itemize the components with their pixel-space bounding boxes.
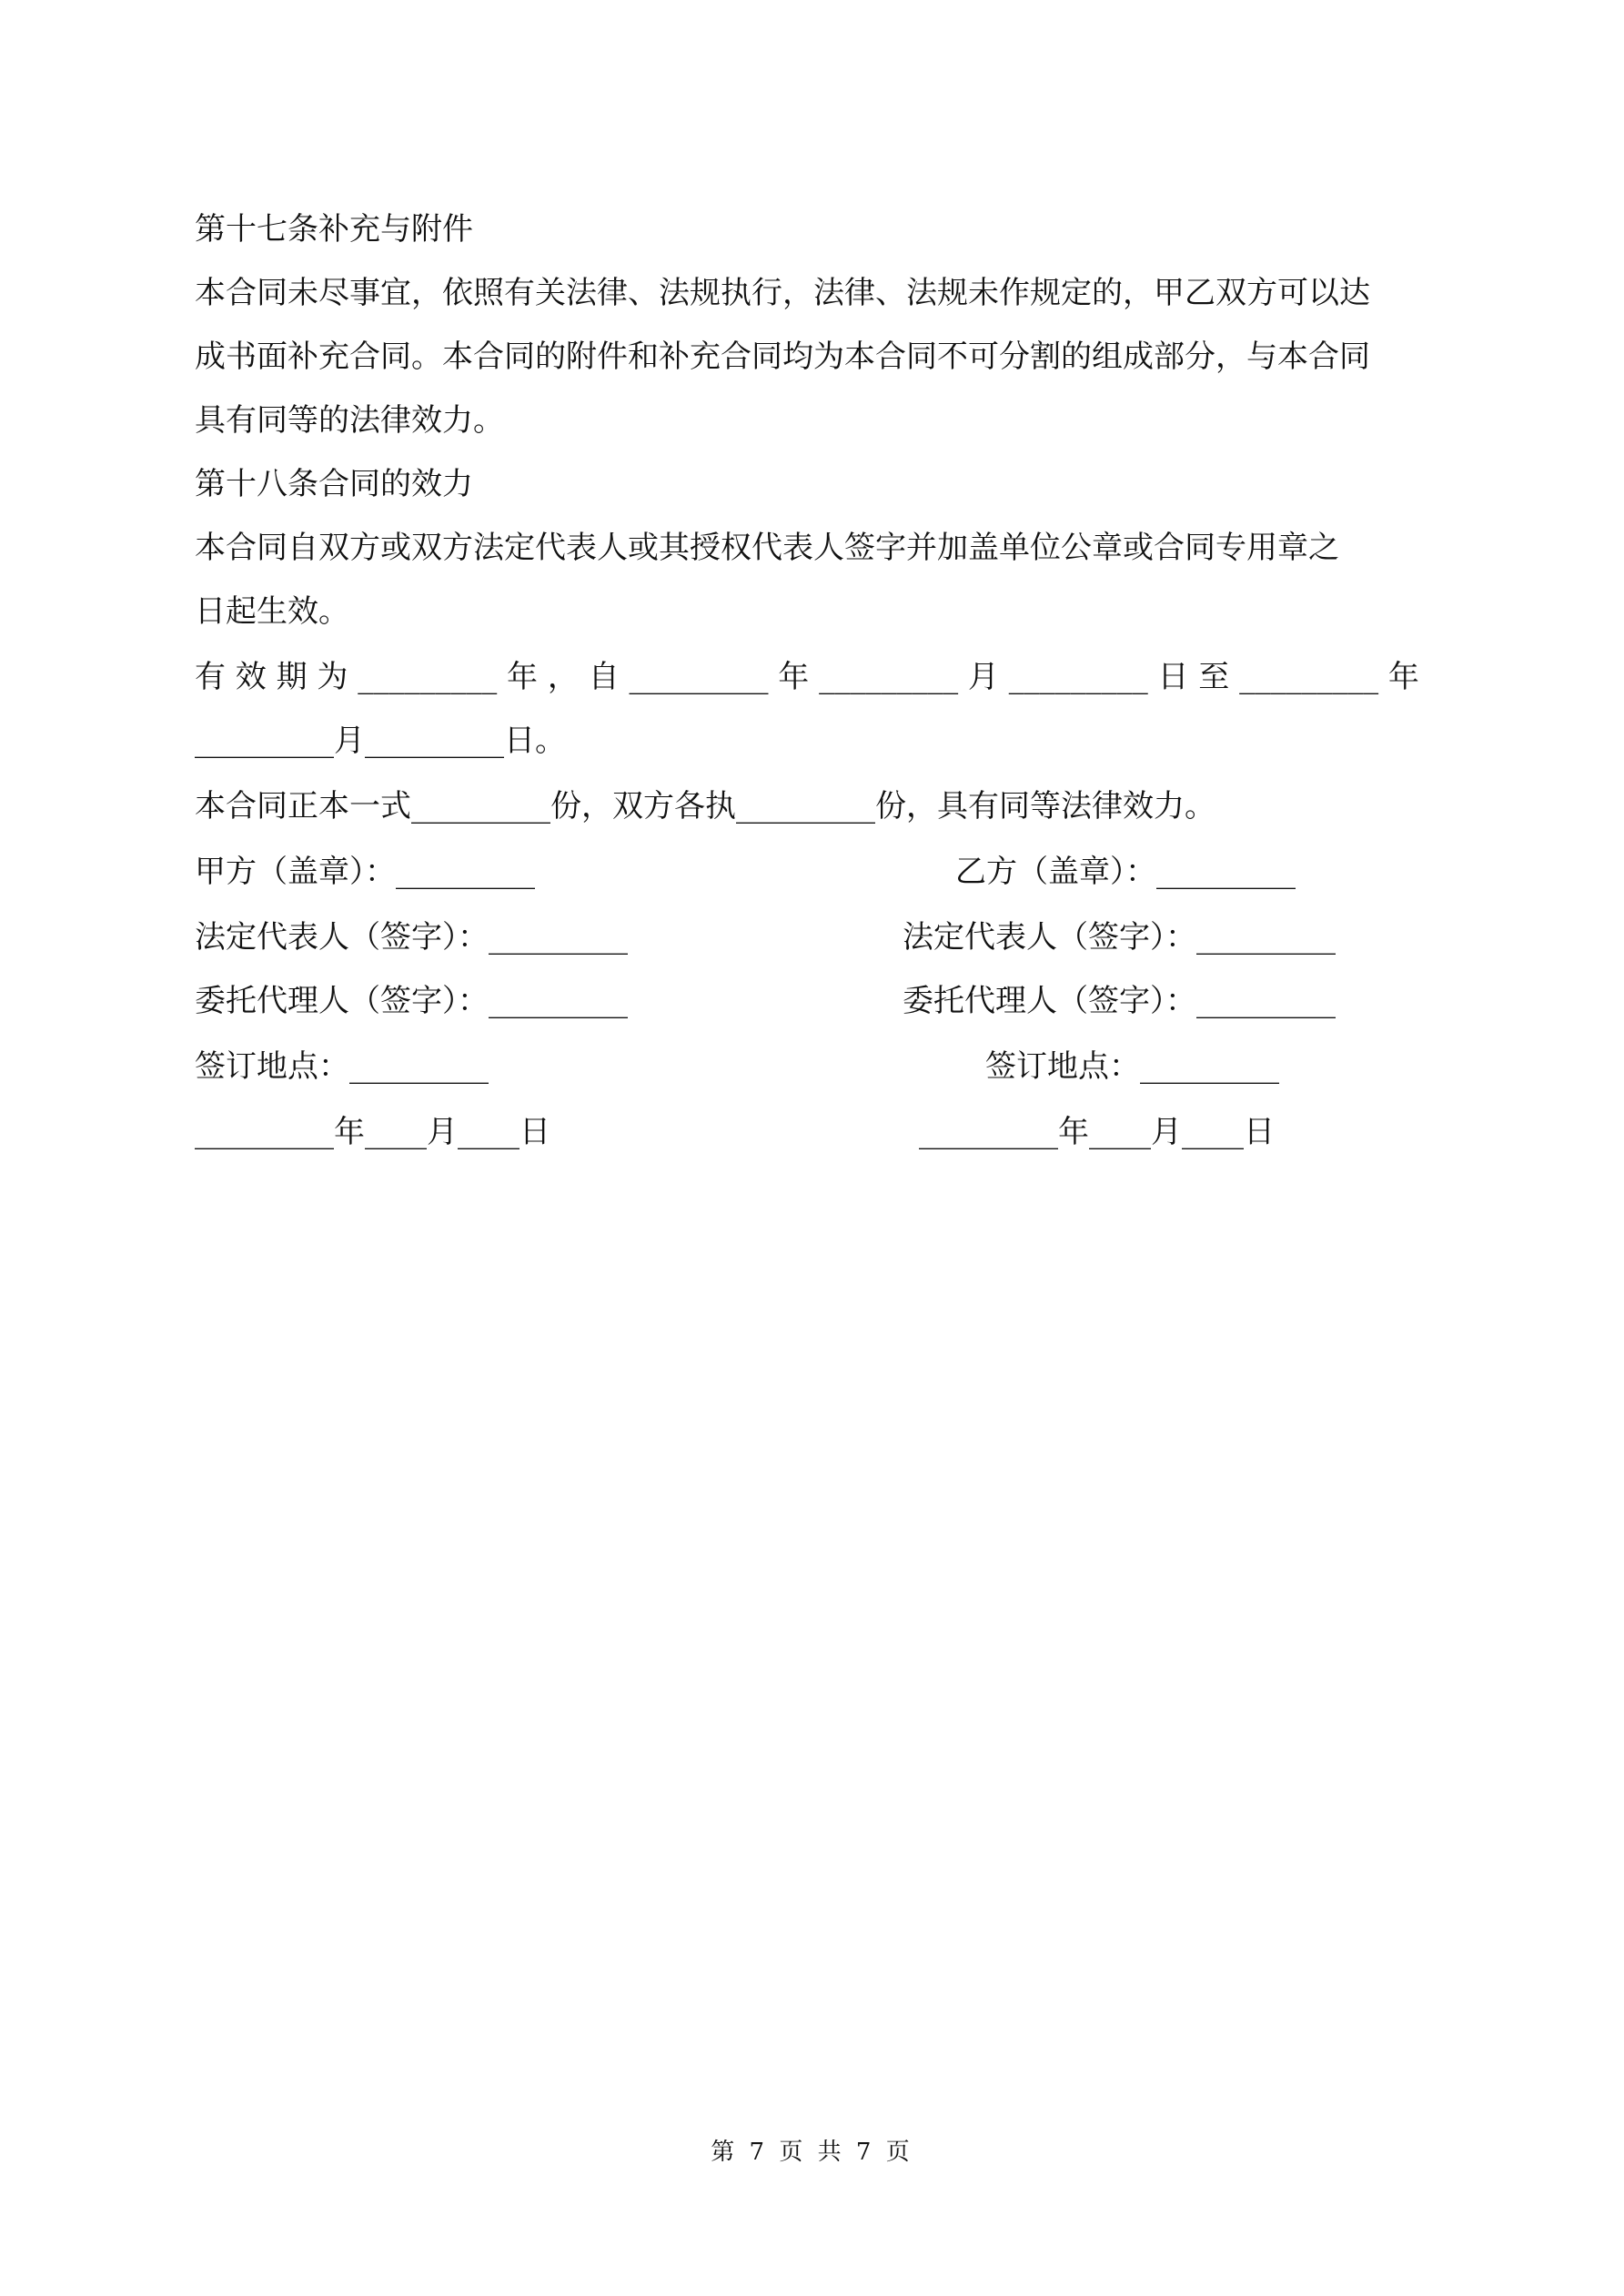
party-b-seal: 乙方（盖章）：_________ xyxy=(955,854,1296,890)
party-a-place: 签订地点：_________ xyxy=(195,1048,489,1085)
validity-line-2: _________月_________日。 xyxy=(195,723,566,759)
article-18-line-1: 本合同自双方或双方法定代表人或其授权代表人签字并加盖单位公章或合同专用章之 xyxy=(195,530,1339,566)
party-a-legal-rep: 法定代表人（签字）：_________ xyxy=(195,919,628,956)
party-a-agent: 委托代理人（签字）：_________ xyxy=(195,983,628,1019)
copies-line: 本合同正本一式_________份，双方各执_________份，具有同等法律效力。 xyxy=(195,788,1215,824)
party-b-place: 签订地点：_________ xyxy=(985,1048,1279,1085)
party-b-date: _________年____月____日 xyxy=(919,1114,1275,1150)
party-b-legal-rep: 法定代表人（签字）：_________ xyxy=(903,919,1336,956)
party-a-date: _________年____月____日 xyxy=(195,1114,550,1150)
page-footer: 第 7 页 共 7 页 xyxy=(711,2139,913,2166)
party-a-seal: 甲方（盖章）：_________ xyxy=(195,854,535,890)
article-18-line-2: 日起生效。 xyxy=(195,593,349,630)
article-17-line-2: 成书面补充合同。本合同的附件和补充合同均为本合同不可分割的组成部分，与本合同 xyxy=(195,339,1370,375)
validity-line-1: 有 效 期 为 _________ 年 ， 自 _________ 年 _________ 月 _________ 日 至 _________ 年 xyxy=(195,659,1419,695)
article-17-line-1: 本合同未尽事宜，依照有关法律、法规执行，法律、法规未作规定的，甲乙双方可以达 xyxy=(195,275,1370,311)
article-17-line-3: 具有同等的法律效力。 xyxy=(195,402,504,439)
article-18-title: 第十八条合同的效力 xyxy=(195,466,473,502)
article-17-title: 第十七条补充与附件 xyxy=(195,211,473,248)
party-b-agent: 委托代理人（签字）：_________ xyxy=(903,983,1336,1019)
